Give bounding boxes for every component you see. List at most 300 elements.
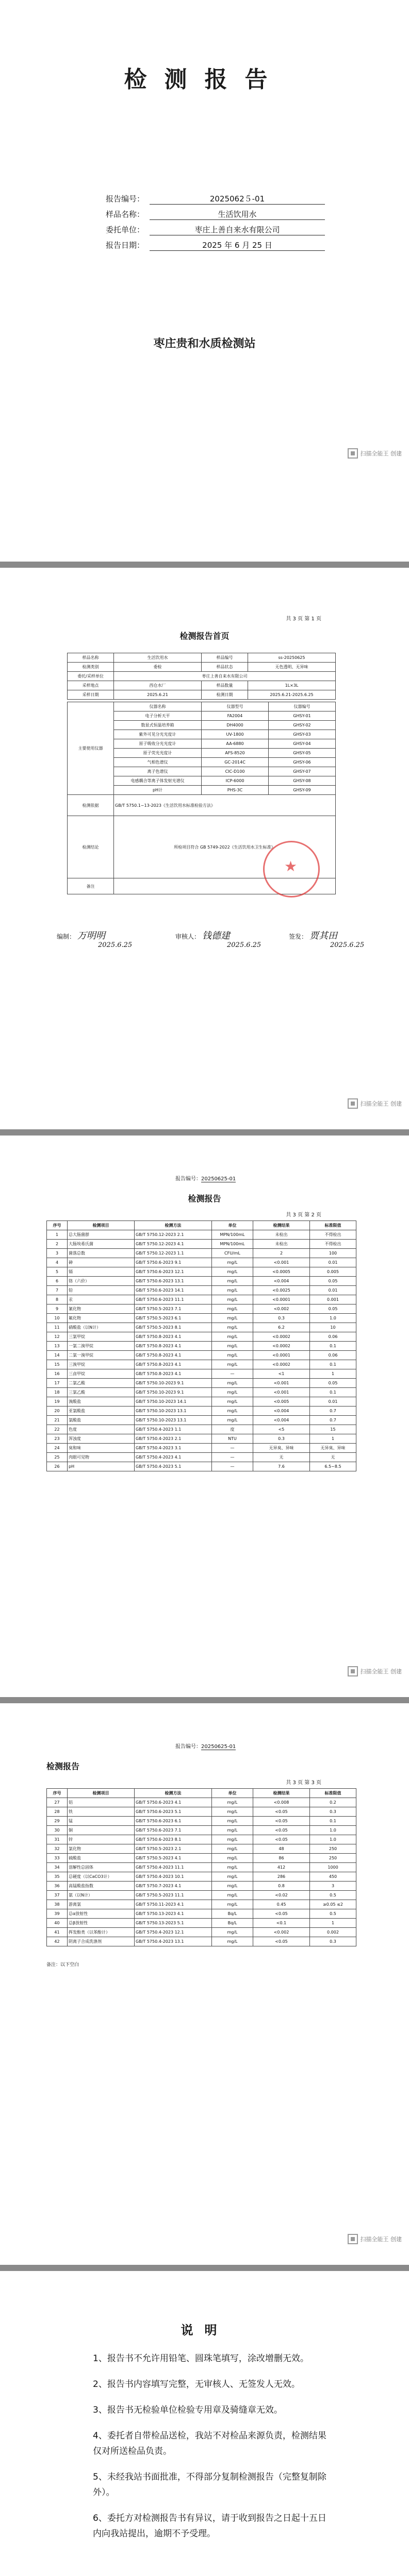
table-cell: mg/L <box>212 1388 253 1397</box>
table-cell: 25 <box>47 1453 68 1462</box>
remark: 备注：以下空白 <box>46 1962 79 1968</box>
table-cell: pH <box>68 1462 135 1471</box>
table-cell: <0.0001 <box>253 1351 310 1360</box>
table-cell: mg/L <box>212 1416 253 1425</box>
table-cell: 38 <box>47 1900 68 1909</box>
table-cell: 1 <box>310 1369 356 1379</box>
table-cell: 39 <box>47 1909 68 1919</box>
table-cell: mg/L <box>212 1286 253 1295</box>
table-cell: mg/L <box>212 1332 253 1342</box>
column-header: 检测结果 <box>253 1789 310 1798</box>
equipment-label: 主要使用仪器 <box>68 702 114 795</box>
table-cell: GB/T 5750.5-2023 8.1 <box>135 1323 212 1332</box>
table-row <box>47 1397 356 1406</box>
table-row <box>47 1826 356 1835</box>
table-cell: 二氯一溴甲烷 <box>68 1351 135 1360</box>
scan-watermark: 扫描全能王 创建 <box>348 1666 402 1676</box>
table-cell: PHS-3C <box>202 786 269 795</box>
table-cell: 23 <box>47 1434 68 1444</box>
table-row <box>47 1882 356 1891</box>
table-cell: 33 <box>47 1854 68 1863</box>
table-cell: 检测日期 <box>202 690 248 700</box>
table-cell: 溴酸盐 <box>68 1397 135 1406</box>
table-cell: <0.05 <box>253 1817 310 1826</box>
results-page-1 <box>0 1136 409 1697</box>
page-number: 共 3 页 第 3 页 <box>286 1780 321 1786</box>
cover-org-name: 枣庄贵和水质检测站 <box>153 337 256 350</box>
table-cell: 电感耦合等离子体发射光谱仪 <box>114 776 202 786</box>
table-cell: <0.002 <box>253 1928 310 1937</box>
scan-watermark: 扫描全能王 创建 <box>348 1098 402 1109</box>
signature-reviewer: 钱德建 <box>202 930 230 941</box>
table-row <box>47 1844 356 1854</box>
table-cell: 肉眼可见物 <box>68 1453 135 1462</box>
table-cell: GB/T 5750.8-2023 4.1 <box>135 1360 212 1369</box>
table-cell: 仪器编号 <box>269 702 336 711</box>
table-row <box>47 1277 356 1286</box>
table-cell: 41 <box>47 1928 68 1937</box>
table-cell: mg/L <box>212 1844 253 1854</box>
table-cell: mg/L <box>212 1928 253 1937</box>
table-cell: GHSY-07 <box>269 767 336 776</box>
table-cell: 3 <box>310 1882 356 1891</box>
table-row <box>47 1323 356 1332</box>
qr-icon <box>348 2234 358 2244</box>
table-cell: GB/T 5750.8-2023 4.1 <box>135 1342 212 1351</box>
column-header: 单位 <box>212 1789 253 1798</box>
table-cell: 0.1 <box>310 1342 356 1351</box>
table-cell: 86 <box>253 1854 310 1863</box>
table-cell: 未检出 <box>253 1230 310 1240</box>
column-header: 检测项目 <box>68 1221 135 1230</box>
table-cell: 1L×3L <box>248 681 336 690</box>
table-cell: Bq/L <box>212 1919 253 1928</box>
table-cell: 无 <box>253 1453 310 1462</box>
table-cell: GB/T 5750.6-2023 4.1 <box>135 1798 212 1807</box>
table-cell: 溶解性总固体 <box>68 1863 135 1872</box>
table-cell: 48 <box>253 1844 310 1854</box>
table-cell: pH计 <box>114 786 202 795</box>
table-header-row <box>47 1221 356 1230</box>
column-header: 检测结果 <box>253 1221 310 1230</box>
table-cell: 21 <box>47 1416 68 1425</box>
table-cell: mg/L <box>212 1267 253 1277</box>
table-row <box>47 1304 356 1314</box>
table-cell: 总β放射性 <box>68 1919 135 1928</box>
table-cell: mg/L <box>212 1304 253 1314</box>
table-cell: — <box>212 1453 253 1462</box>
table-cell: mg/L <box>212 1360 253 1369</box>
table-cell: 2025.6.21 <box>114 690 202 700</box>
front-info-table <box>67 653 336 700</box>
table-cell: 6.5~8.5 <box>310 1462 356 1471</box>
table-cell: mg/L <box>212 1351 253 1360</box>
table-cell: 7.6 <box>253 1462 310 1471</box>
table-cell: 18 <box>47 1388 68 1397</box>
table-cell: 生活饮用水 <box>114 653 202 663</box>
table-cell: GB/T 5750.11-2023 4.1 <box>135 1900 212 1909</box>
table-cell: 铜 <box>68 1826 135 1835</box>
table-cell: 0.45 <box>253 1900 310 1909</box>
table-cell: GB/T 5750.7-2023 4.1 <box>135 1882 212 1891</box>
table-cell: <0.008 <box>253 1798 310 1807</box>
table-cell: 挥发酚类（以苯酚计） <box>68 1928 135 1937</box>
table-cell: 不得检出 <box>310 1230 356 1240</box>
table-cell: 亚氯酸盐 <box>68 1406 135 1416</box>
table-cell: GB/T 5750.12-2023 1.1 <box>135 1249 212 1258</box>
note-item: 4、委托者自带检品送检，我站不对检品来源负责，检测结果仅对所送检品负责。 <box>93 2431 326 2456</box>
table-cell: 三氯甲烷 <box>68 1332 135 1342</box>
table-cell: 浑浊度 <box>68 1434 135 1444</box>
table-cell: 采样日期 <box>68 690 114 700</box>
table-cell: <0.0002 <box>253 1332 310 1342</box>
column-header: 标准限值 <box>310 1789 356 1798</box>
table-row <box>47 1909 356 1919</box>
official-seal <box>263 841 320 897</box>
table-cell: 7 <box>47 1286 68 1295</box>
table-cell: AFS-8520 <box>202 749 269 758</box>
table-cell: 枣庄上善自来水有限公司 <box>114 672 336 681</box>
table-cell: 12 <box>47 1332 68 1342</box>
table-cell: 三溴甲烷 <box>68 1360 135 1369</box>
signature-compiler: 万明明 <box>77 930 105 941</box>
table-cell: GB/T 5750.5-2023 2.1 <box>135 1844 212 1854</box>
table-cell: GB/T 5750.6-2023 11.1 <box>135 1295 212 1304</box>
table-row <box>47 1379 356 1388</box>
column-header: 检测方法 <box>135 1789 212 1798</box>
page-number: 共 3 页 第 1 页 <box>286 616 321 622</box>
table-cell: 17 <box>47 1379 68 1388</box>
table-cell: mg/L <box>212 1258 253 1267</box>
table-cell: 铝 <box>68 1798 135 1807</box>
table-cell: 19 <box>47 1397 68 1406</box>
table-cell: 0.05 <box>310 1277 356 1286</box>
table-cell: 0.002 <box>310 1928 356 1937</box>
table-cell: 三氯乙酸 <box>68 1388 135 1397</box>
table-cell: 委检 <box>114 663 202 672</box>
table-cell: 6.2 <box>253 1323 310 1332</box>
table-cell: 未检出 <box>253 1240 310 1249</box>
table-row <box>68 702 336 711</box>
table-row <box>47 1835 356 1844</box>
table-cell: 250 <box>310 1844 356 1854</box>
table-cell: 无异臭、异味 <box>310 1444 356 1453</box>
table-cell: GHSY-01 <box>269 711 336 721</box>
table-cell: GB/T 5750.6-2023 14.1 <box>135 1286 212 1295</box>
cover-field-date: 报告日期： 2025 年 6 月 25 日 <box>77 240 335 253</box>
table-cell: 三卤甲烷 <box>68 1369 135 1379</box>
table-cell: <0.001 <box>253 1379 310 1388</box>
table-row <box>47 1258 356 1267</box>
table-cell: 仪器型号 <box>202 702 269 711</box>
table-cell: GB/T 5750.6-2023 13.1 <box>135 1277 212 1286</box>
cover-field-report-no: 报告编号： 2025062５-01 <box>77 193 335 207</box>
table-cell: 0.7 <box>310 1406 356 1416</box>
table-cell: 2 <box>47 1240 68 1249</box>
table-cell: 0.3 <box>253 1314 310 1323</box>
table-cell: GB/T 5750.4-2023 13.1 <box>135 1937 212 1946</box>
cover-title: 检测报告 <box>124 66 285 93</box>
table-cell: GB/T 5750.13-2023 4.1 <box>135 1909 212 1919</box>
basis-label: 检测依据 <box>68 795 114 816</box>
table-row <box>47 1388 356 1397</box>
table-cell: 9 <box>47 1304 68 1314</box>
table-cell: 委托/采样单位 <box>68 672 114 681</box>
table-cell: 不得检出 <box>310 1240 356 1249</box>
table-row <box>47 1230 356 1240</box>
table-cell: GHSY-06 <box>269 758 336 767</box>
table-row <box>47 1937 356 1946</box>
table-row <box>47 1872 356 1882</box>
table-cell: GB/T 5750.4-2023 12.1 <box>135 1928 212 1937</box>
table-cell: GB/T 5750.6-2023 7.1 <box>135 1826 212 1835</box>
table-cell: GB/T 5750.4-2023 10.1 <box>135 1872 212 1882</box>
table-cell: ss-20250625 <box>248 653 336 663</box>
table-cell: <0.004 <box>253 1416 310 1425</box>
table-row <box>47 1360 356 1369</box>
table-cell: 硝酸盐（以N计） <box>68 1323 135 1332</box>
table-cell: mg/L <box>212 1817 253 1826</box>
table-cell: GB/T 5750.5-2023 11.1 <box>135 1891 212 1900</box>
table-row <box>47 1891 356 1900</box>
table-cell: 22 <box>47 1425 68 1434</box>
table-cell: 11 <box>47 1323 68 1332</box>
qr-icon <box>348 1098 358 1109</box>
table-cell: 0.1 <box>310 1388 356 1397</box>
table-cell: mg/L <box>212 1900 253 1909</box>
column-header: 标准限值 <box>310 1221 356 1230</box>
table-cell: 3 <box>47 1249 68 1258</box>
cover-field-sample: 样品名称： 生活饮用水 <box>77 209 335 222</box>
table-row <box>68 663 336 672</box>
table-cell: 0.1 <box>310 1360 356 1369</box>
table-cell: 37 <box>47 1891 68 1900</box>
table-cell: 29 <box>47 1817 68 1826</box>
table-cell: GB/T 5750.10-2023 14.1 <box>135 1397 212 1406</box>
table-cell: mg/L <box>212 1854 253 1863</box>
table-cell: 6 <box>47 1277 68 1286</box>
table-cell: 游离氯 <box>68 1900 135 1909</box>
table-cell: MPN/100mL <box>212 1240 253 1249</box>
table-cell: 阴离子合成洗涤剂 <box>68 1937 135 1946</box>
table-cell: 总大肠菌群 <box>68 1230 135 1240</box>
table-cell: 28 <box>47 1807 68 1817</box>
table-row <box>47 1267 356 1277</box>
results-title: 检测报告 <box>46 1761 80 1771</box>
table-cell: 二氯乙酸 <box>68 1379 135 1388</box>
table-cell: mg/L <box>212 1872 253 1882</box>
table-cell: 铅 <box>68 1286 135 1295</box>
table-cell: 硫酸盐 <box>68 1854 135 1863</box>
table-cell: GHSY-08 <box>269 776 336 786</box>
table-cell: 样品状态 <box>202 663 248 672</box>
column-header: 单位 <box>212 1221 253 1230</box>
table-cell: 40 <box>47 1919 68 1928</box>
table-row <box>47 1798 356 1807</box>
table-cell: <0.0025 <box>253 1286 310 1295</box>
table-cell: 检测类别 <box>68 663 114 672</box>
table-cell: <0.001 <box>253 1388 310 1397</box>
table-cell: 0.05 <box>310 1304 356 1314</box>
table-cell: GHSY-05 <box>269 749 336 758</box>
table-cell: 高锰酸盐指数 <box>68 1882 135 1891</box>
table-cell: 10 <box>47 1314 68 1323</box>
table-cell: 14 <box>47 1351 68 1360</box>
table-cell: GB/T 5750.10-2023 13.1 <box>135 1416 212 1425</box>
table-cell: MPN/100mL <box>212 1230 253 1240</box>
table-cell: 大肠埃希氏菌 <box>68 1240 135 1249</box>
table-cell: 32 <box>47 1844 68 1854</box>
table-cell: 铁 <box>68 1807 135 1817</box>
table-cell: 一氯二溴甲烷 <box>68 1342 135 1351</box>
table-cell: GB/T 5750.10-2023 13.1 <box>135 1406 212 1416</box>
table-cell: GB/T 5750.4-2023 3.1 <box>135 1444 212 1453</box>
table-cell: GB/T 5750.10-2023 9.1 <box>135 1379 212 1388</box>
cover-field-client: 委托单位： 枣庄上善自来水有限公司 <box>77 224 335 238</box>
table-cell: 0.01 <box>310 1286 356 1295</box>
table-cell: <1 <box>253 1369 310 1379</box>
table-row <box>47 1928 356 1937</box>
sign-issuer: 签发： 贾其田 <box>289 930 337 941</box>
table-cell: 原子吸收分光光度计 <box>114 739 202 749</box>
table-cell: NTU <box>212 1434 253 1444</box>
table-row <box>68 672 336 681</box>
table-cell: 锌 <box>68 1835 135 1844</box>
table-cell: 总α放射性 <box>68 1909 135 1919</box>
table-cell: <0.004 <box>253 1277 310 1286</box>
table-cell: 20 <box>47 1406 68 1416</box>
results-table-1 <box>46 1221 356 1471</box>
table-cell: 氨（以N计） <box>68 1891 135 1900</box>
note-item: 2、报告书内容填写完整，无审核人、无签发人无效。 <box>93 2379 300 2389</box>
table-cell: 0.2 <box>310 1798 356 1807</box>
table-row <box>47 1240 356 1249</box>
table-cell: GHSY-04 <box>269 739 336 749</box>
table-cell: 0.001 <box>310 1295 356 1304</box>
table-cell: GB/T 5750.12-2023 2.1 <box>135 1230 212 1240</box>
table-cell: — <box>212 1444 253 1453</box>
table-cell: <0.0005 <box>253 1267 310 1277</box>
table-row <box>47 1406 356 1416</box>
table-row <box>68 653 336 663</box>
table-cell: 0.1 <box>310 1817 356 1826</box>
table-cell: 菌落总数 <box>68 1249 135 1258</box>
table-row <box>47 1444 356 1453</box>
table-cell: <5 <box>253 1425 310 1434</box>
table-cell: <0.05 <box>253 1826 310 1835</box>
table-cell: <0.05 <box>253 1937 310 1946</box>
table-cell: 450 <box>310 1872 356 1882</box>
table-header-row <box>47 1789 356 1798</box>
report-number: 报告编号：20250625-01 <box>175 1176 236 1182</box>
table-cell: 34 <box>47 1863 68 1872</box>
table-cell: 27 <box>47 1798 68 1807</box>
table-row <box>47 1854 356 1863</box>
table-cell: 氯酸盐 <box>68 1416 135 1425</box>
table-row <box>47 1817 356 1826</box>
front-page-title: 检测报告首页 <box>179 631 230 641</box>
table-row <box>47 1332 356 1342</box>
table-cell: 样品名称 <box>68 653 114 663</box>
table-cell: mg/L <box>212 1277 253 1286</box>
table-cell: 砷 <box>68 1258 135 1267</box>
table-cell: 2025.6.21-2025.6.25 <box>248 690 336 700</box>
note-item: 3、报告书无检验单位检验专用章及骑缝章无效。 <box>93 2405 283 2415</box>
table-cell: Bq/L <box>212 1909 253 1919</box>
table-cell: mg/L <box>212 1891 253 1900</box>
table-cell: 无色透明、无异味 <box>248 663 336 672</box>
table-cell: <0.0001 <box>253 1295 310 1304</box>
table-cell: 气相色谱仪 <box>114 758 202 767</box>
table-cell: <0.02 <box>253 1891 310 1900</box>
sign-compiler: 编制： 万明明 <box>57 930 105 941</box>
table-cell: 1 <box>47 1230 68 1240</box>
signature-issuer: 贾其田 <box>309 930 337 941</box>
table-cell: 氟化物 <box>68 1314 135 1323</box>
table-cell: GB/T 5750.12-2023 4.1 <box>135 1240 212 1249</box>
table-cell: 西仓水厂 <box>114 681 202 690</box>
table-cell: 度 <box>212 1425 253 1434</box>
report-number: 报告编号：20250625-01 <box>175 1744 236 1750</box>
table-cell: 250 <box>310 1854 356 1863</box>
table-cell: mg/L <box>212 1323 253 1332</box>
table-cell: 0.8 <box>253 1882 310 1891</box>
table-cell: mg/L <box>212 1882 253 1891</box>
column-header: 检测方法 <box>135 1221 212 1230</box>
table-cell: 412 <box>253 1863 310 1872</box>
page-number: 共 3 页 第 2 页 <box>286 1212 321 1218</box>
table-cell: UV-1800 <box>202 730 269 739</box>
table-cell: <0.002 <box>253 1304 310 1314</box>
table-cell: GHSY-02 <box>269 721 336 730</box>
table-cell: <0.0002 <box>253 1360 310 1369</box>
table-cell: mg/L <box>212 1826 253 1835</box>
table-cell: mg/L <box>212 1807 253 1817</box>
table-cell: mg/L <box>212 1863 253 1872</box>
cover-page <box>0 0 409 562</box>
table-row <box>47 1900 356 1909</box>
table-cell: 0.5 <box>310 1891 356 1900</box>
table-cell: mg/L <box>212 1397 253 1406</box>
table-cell: 31 <box>47 1835 68 1844</box>
table-cell: <0.004 <box>253 1406 310 1416</box>
table-cell: 镉 <box>68 1267 135 1277</box>
table-cell: mg/L <box>212 1314 253 1323</box>
table-cell: 数显式恒温培养箱 <box>114 721 202 730</box>
table-cell: <0.05 <box>253 1807 310 1817</box>
table-cell: 35 <box>47 1872 68 1882</box>
table-cell: 0.05 <box>310 1379 356 1388</box>
table-cell: <0.1 <box>253 1919 310 1928</box>
table-cell: <0.05 <box>253 1835 310 1844</box>
table-cell: GB/T 5750.8-2023 4.1 <box>135 1332 212 1342</box>
table-cell: 1 <box>310 1919 356 1928</box>
table-cell: 0.01 <box>310 1258 356 1267</box>
conclusion-value: 所检项目符合 GB 5749-2022《生活饮用水卫生标准》 <box>114 816 336 878</box>
table-row <box>47 1286 356 1295</box>
table-cell: 1 <box>310 1434 356 1444</box>
basis-value: GB/T 5750.1~13-2023《生活饮用水标准检验方法》 <box>114 795 336 816</box>
table-cell: 0.01 <box>310 1397 356 1406</box>
table-cell: 汞 <box>68 1295 135 1304</box>
table-cell: — <box>212 1369 253 1379</box>
table-cell: GB/T 5750.6-2023 6.1 <box>135 1817 212 1826</box>
table-cell: GB/T 5750.4-2023 5.1 <box>135 1462 212 1471</box>
table-cell: — <box>212 1462 253 1471</box>
table-cell: GB/T 5750.10-2023 9.1 <box>135 1388 212 1397</box>
table-cell: 样品编号 <box>202 653 248 663</box>
table-cell: mg/L <box>212 1342 253 1351</box>
